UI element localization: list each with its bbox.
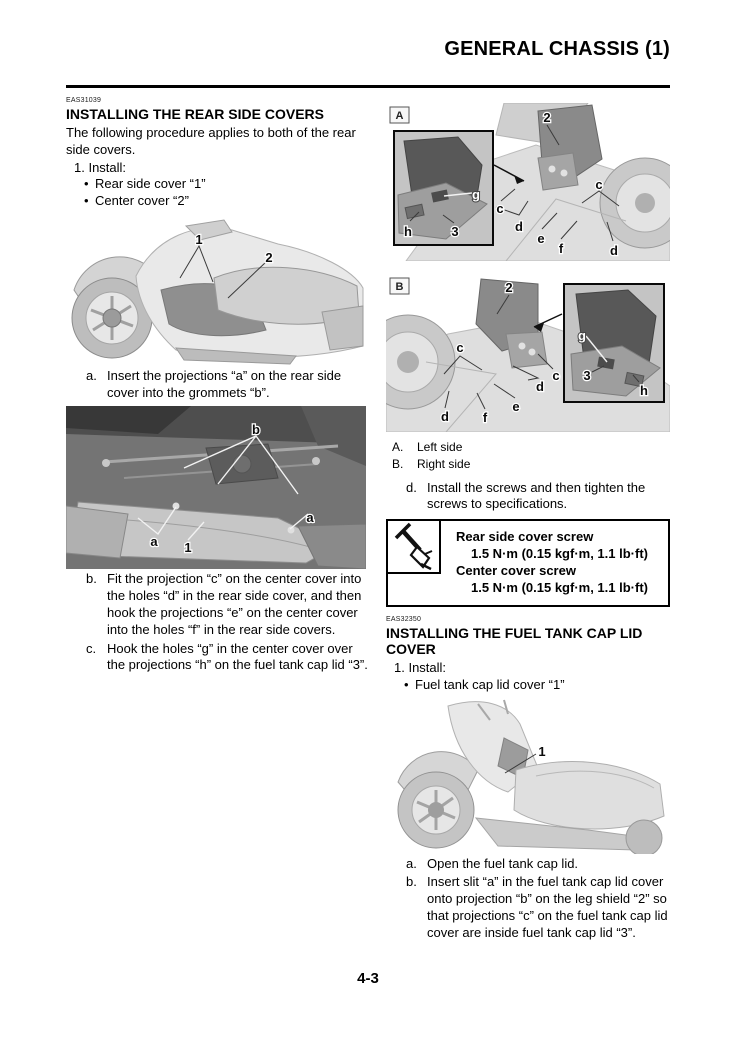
- figure-caption: [386, 456, 670, 473]
- view-tag: A: [395, 110, 404, 122]
- right-side-illustration: [386, 278, 670, 432]
- scooter-illustration: [72, 220, 363, 364]
- caption-marker: A.: [392, 440, 404, 454]
- step-c: [66, 641, 368, 675]
- header-divider: [66, 85, 670, 88]
- detail-inset: [564, 284, 664, 402]
- figure-label: h: [404, 224, 412, 239]
- scooter-illustration: [398, 700, 664, 854]
- figure-center-cover-underside: [66, 406, 366, 569]
- torque-item-value: 1.5 N·m (0.15 kgf·m, 1.1 lb·ft): [471, 546, 648, 562]
- step-text: Insert slit “a” in the fuel tank cap lid cover onto projection “b” on the leg shield “2” so that projections “c” on the fuel tank cap lid cover are inside fuel tank cap lid “3”.: [427, 874, 668, 941]
- step-b: [66, 571, 368, 639]
- left-side-illustration: [390, 103, 670, 261]
- step-marker: d.: [406, 479, 417, 495]
- figure-fuel-tank-cap-lid: [386, 698, 670, 854]
- step-text: Fit the projection “c” on the center cover into the holes “d” in the rear side cover, and then hook the projections “e” on the center cover into the holes “f” in the rear side covers.: [107, 571, 362, 637]
- step-d: [386, 480, 670, 514]
- step-marker: a.: [86, 368, 97, 384]
- list-item: [66, 176, 368, 193]
- figure-label: c: [595, 177, 603, 192]
- step-marker: a.: [406, 855, 417, 871]
- fuel-tank-cap-lid-section: [386, 616, 670, 942]
- figure-label: c: [496, 201, 504, 216]
- figure-label: b: [252, 422, 260, 438]
- right-column: [386, 103, 670, 942]
- bullet-marker: •: [84, 176, 89, 192]
- page-title: GENERAL CHASSIS (1): [444, 38, 670, 60]
- step-marker: c.: [86, 640, 97, 656]
- list-item-text: Fuel tank cap lid cover “1”: [415, 676, 565, 692]
- figure-label: 2: [543, 110, 551, 125]
- figure-label: 1: [195, 232, 203, 248]
- figure-label: e: [537, 231, 545, 246]
- figure-label: 2: [265, 250, 273, 266]
- step-marker: b.: [86, 571, 97, 587]
- step-text: Install the screws and then tighten the screws to specifications.: [427, 479, 646, 512]
- figure-label: e: [512, 399, 520, 414]
- torque-item-name: Center cover screw: [456, 563, 576, 579]
- figure-caption: [386, 439, 670, 456]
- figure-label: f: [482, 410, 488, 425]
- page-number: 4-3: [357, 970, 379, 987]
- caption-marker: B.: [392, 456, 404, 471]
- figure-label: 3: [451, 224, 459, 239]
- figure-label: 2: [505, 280, 513, 295]
- list-item-text: Center cover “2”: [95, 193, 189, 209]
- section-title-rear-side-covers: INSTALLING THE REAR SIDE COVERS: [66, 105, 324, 122]
- caption-text: Right side: [417, 456, 471, 471]
- figure-label: d: [536, 379, 544, 394]
- figure-label: h: [640, 383, 648, 398]
- figure-label: a: [306, 510, 314, 526]
- step-marker: b.: [406, 874, 417, 890]
- figure-label: a: [150, 534, 158, 550]
- figure-label: d: [441, 409, 449, 424]
- figure-caption-list: [386, 439, 670, 473]
- install-step-label: 1. Install:: [394, 659, 447, 675]
- section-title-fuel-tank-cap-lid: INSTALLING THE FUEL TANK CAP LID COVER: [386, 624, 643, 657]
- list-item: [386, 677, 670, 694]
- figure-label: 1: [184, 540, 192, 556]
- view-tag: B: [395, 281, 404, 293]
- list-item-text: Rear side cover “1”: [95, 176, 206, 192]
- figure-label: f: [558, 241, 564, 256]
- figure-left-side-detail: [386, 103, 670, 261]
- section-code: EAS31039: [66, 97, 102, 104]
- step-a: [66, 368, 368, 402]
- left-column: [66, 97, 368, 674]
- figure-label: g: [472, 187, 480, 202]
- torque-item-value: 1.5 N·m (0.15 kgf·m, 1.1 lb·ft): [471, 580, 648, 596]
- figure-label: c: [552, 368, 560, 383]
- underside-illustration: [66, 406, 366, 569]
- install-step-label: 1. Install:: [74, 159, 127, 175]
- step-text: Hook the holes “g” in the center cover over the projections “h” on the fuel tank cap lid “3”.: [107, 640, 368, 673]
- figure-label: g: [578, 328, 586, 343]
- torque-item-name: Rear side cover screw: [456, 529, 594, 545]
- step-text: Insert the projections “a” on the rear side cover into the grommets “b”.: [107, 368, 342, 401]
- figure-label: c: [456, 340, 464, 355]
- figure-label: d: [610, 243, 618, 258]
- figure-label: 3: [583, 368, 591, 383]
- figure-rear-side-cover-overview: [66, 218, 368, 366]
- figure-label: d: [515, 219, 523, 234]
- caption-text: Left side: [417, 440, 463, 454]
- intro-paragraph: The following procedure applies to both of the rear side covers.: [66, 124, 356, 157]
- step-b: [386, 874, 670, 942]
- torque-wrench-icon: [386, 519, 441, 574]
- torque-spec-box: [386, 519, 670, 607]
- bullet-marker: •: [84, 193, 89, 209]
- figure-label: 1: [538, 743, 546, 759]
- bullet-marker: •: [404, 676, 409, 692]
- figure-right-side-detail: [386, 274, 670, 432]
- section-code: EAS32350: [386, 615, 422, 623]
- step-text: Open the fuel tank cap lid.: [427, 855, 579, 871]
- step-a: [386, 856, 670, 873]
- list-item: [66, 193, 368, 210]
